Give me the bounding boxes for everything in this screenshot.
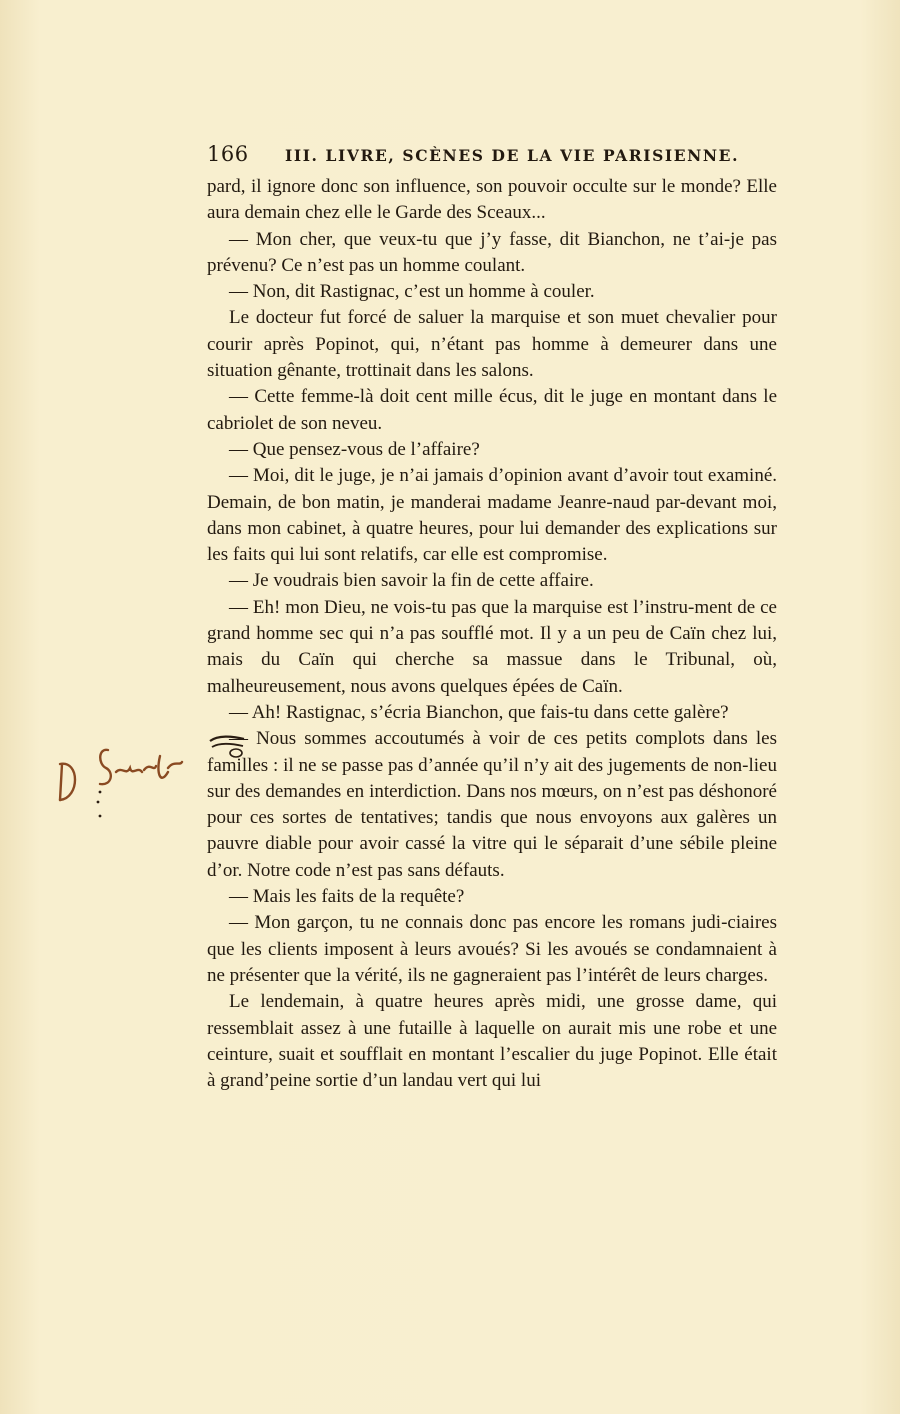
paragraph: — Nous sommes accoutumés à voir de ces petits complots dans les familles : il ne se passe pas d’année qu’il n’y ait des jugements de non-lieu sur des demandes en interdiction. Dans nos mœurs, on n’est pas déshonoré pour ces sortes de tentatives; tandis que nous envoyons aux galères un pauvre diable pour avoir cassé la vitre qui le séparait d’une sébile pleine d’or. Notre code n’est pas sans défauts. (207, 728, 777, 881)
running-title: III. LIVRE, SCÈNES DE LA VIE PARISIENNE. (285, 146, 740, 165)
proof-correction-mark (206, 727, 248, 759)
paragraph: — Je voudrais bien savoir la fin de cette affaire. (229, 570, 594, 592)
paragraph: — Moi, dit le juge, je n’ai jamais d’opinion avant d’avoir tout examiné. Demain, de bon matin, je manderai madame Jeanre-naud par-devant moi, dans mon cabinet, à quatre heures, pour lui demander des explications sur les faits qui lui sont relatifs, car elle est compromise. (207, 465, 777, 566)
page-header (207, 142, 777, 172)
paragraph: — Non, dit Rastignac, c’est un homme à couler. (229, 281, 595, 303)
paragraph: — Ah! Rastignac, s’écria Bianchon, que fais-tu dans cette galère? (229, 701, 729, 723)
paragraph: Le docteur fut forcé de saluer la marquise et son muet chevalier pour courir après Popinot, qui, n’étant pas homme à demeurer dans une situation gênante, trottinait dans les salons. (207, 307, 777, 382)
paragraph: Le lendemain, à quatre heures après midi, une grosse dame, qui ressemblait assez à une futaille à laquelle on aurait mis une robe et une ceinture, suait et soufflait en montant l’escalier du juge Popinot. Elle était à grand’peine sortie d’un landau vert qui lui (207, 991, 777, 1092)
paragraph: — Mon cher, que veux-tu que j’y fasse, dit Bianchon, ne t’ai-je pas prévenu? Ce n’est pas un homme coulant. (207, 228, 777, 276)
handwriting-icon (56, 742, 196, 832)
body-text (207, 174, 777, 1094)
paragraph: — Mon garçon, tu ne connais donc pas encore les romans judi-ciaires que les clients imposent à leurs avoués? Si les avoués se condamnaient à ne présenter que la vérité, ils ne gagneraient pas l’intérêt de leurs charges. (207, 912, 777, 986)
handwritten-margin-note (56, 742, 196, 832)
paragraph: pard, il ignore donc son influence, son pouvoir occulte sur le monde? Elle aura demain chez elle le Garde des Sceaux... (207, 176, 777, 224)
page-number: 166 (207, 142, 249, 166)
paragraph: — Eh! mon Dieu, ne vois-tu pas que la marquise est l’instru-ment de ce grand homme sec qui n’a pas soufflé mot. Il y a un peu de Caïn chez lui, mais du Caïn qui cherche sa massue dans le Tribunal, où, malheureusement, nous avons quelques épées de Caïn. (207, 596, 777, 697)
paragraph: — Que pensez-vous de l’affaire? (229, 438, 480, 460)
paragraph: — Mais les faits de la requête? (229, 886, 465, 908)
paragraph: — Cette femme-là doit cent mille écus, dit le juge en montant dans le cabriolet de son neveu. (207, 386, 777, 434)
